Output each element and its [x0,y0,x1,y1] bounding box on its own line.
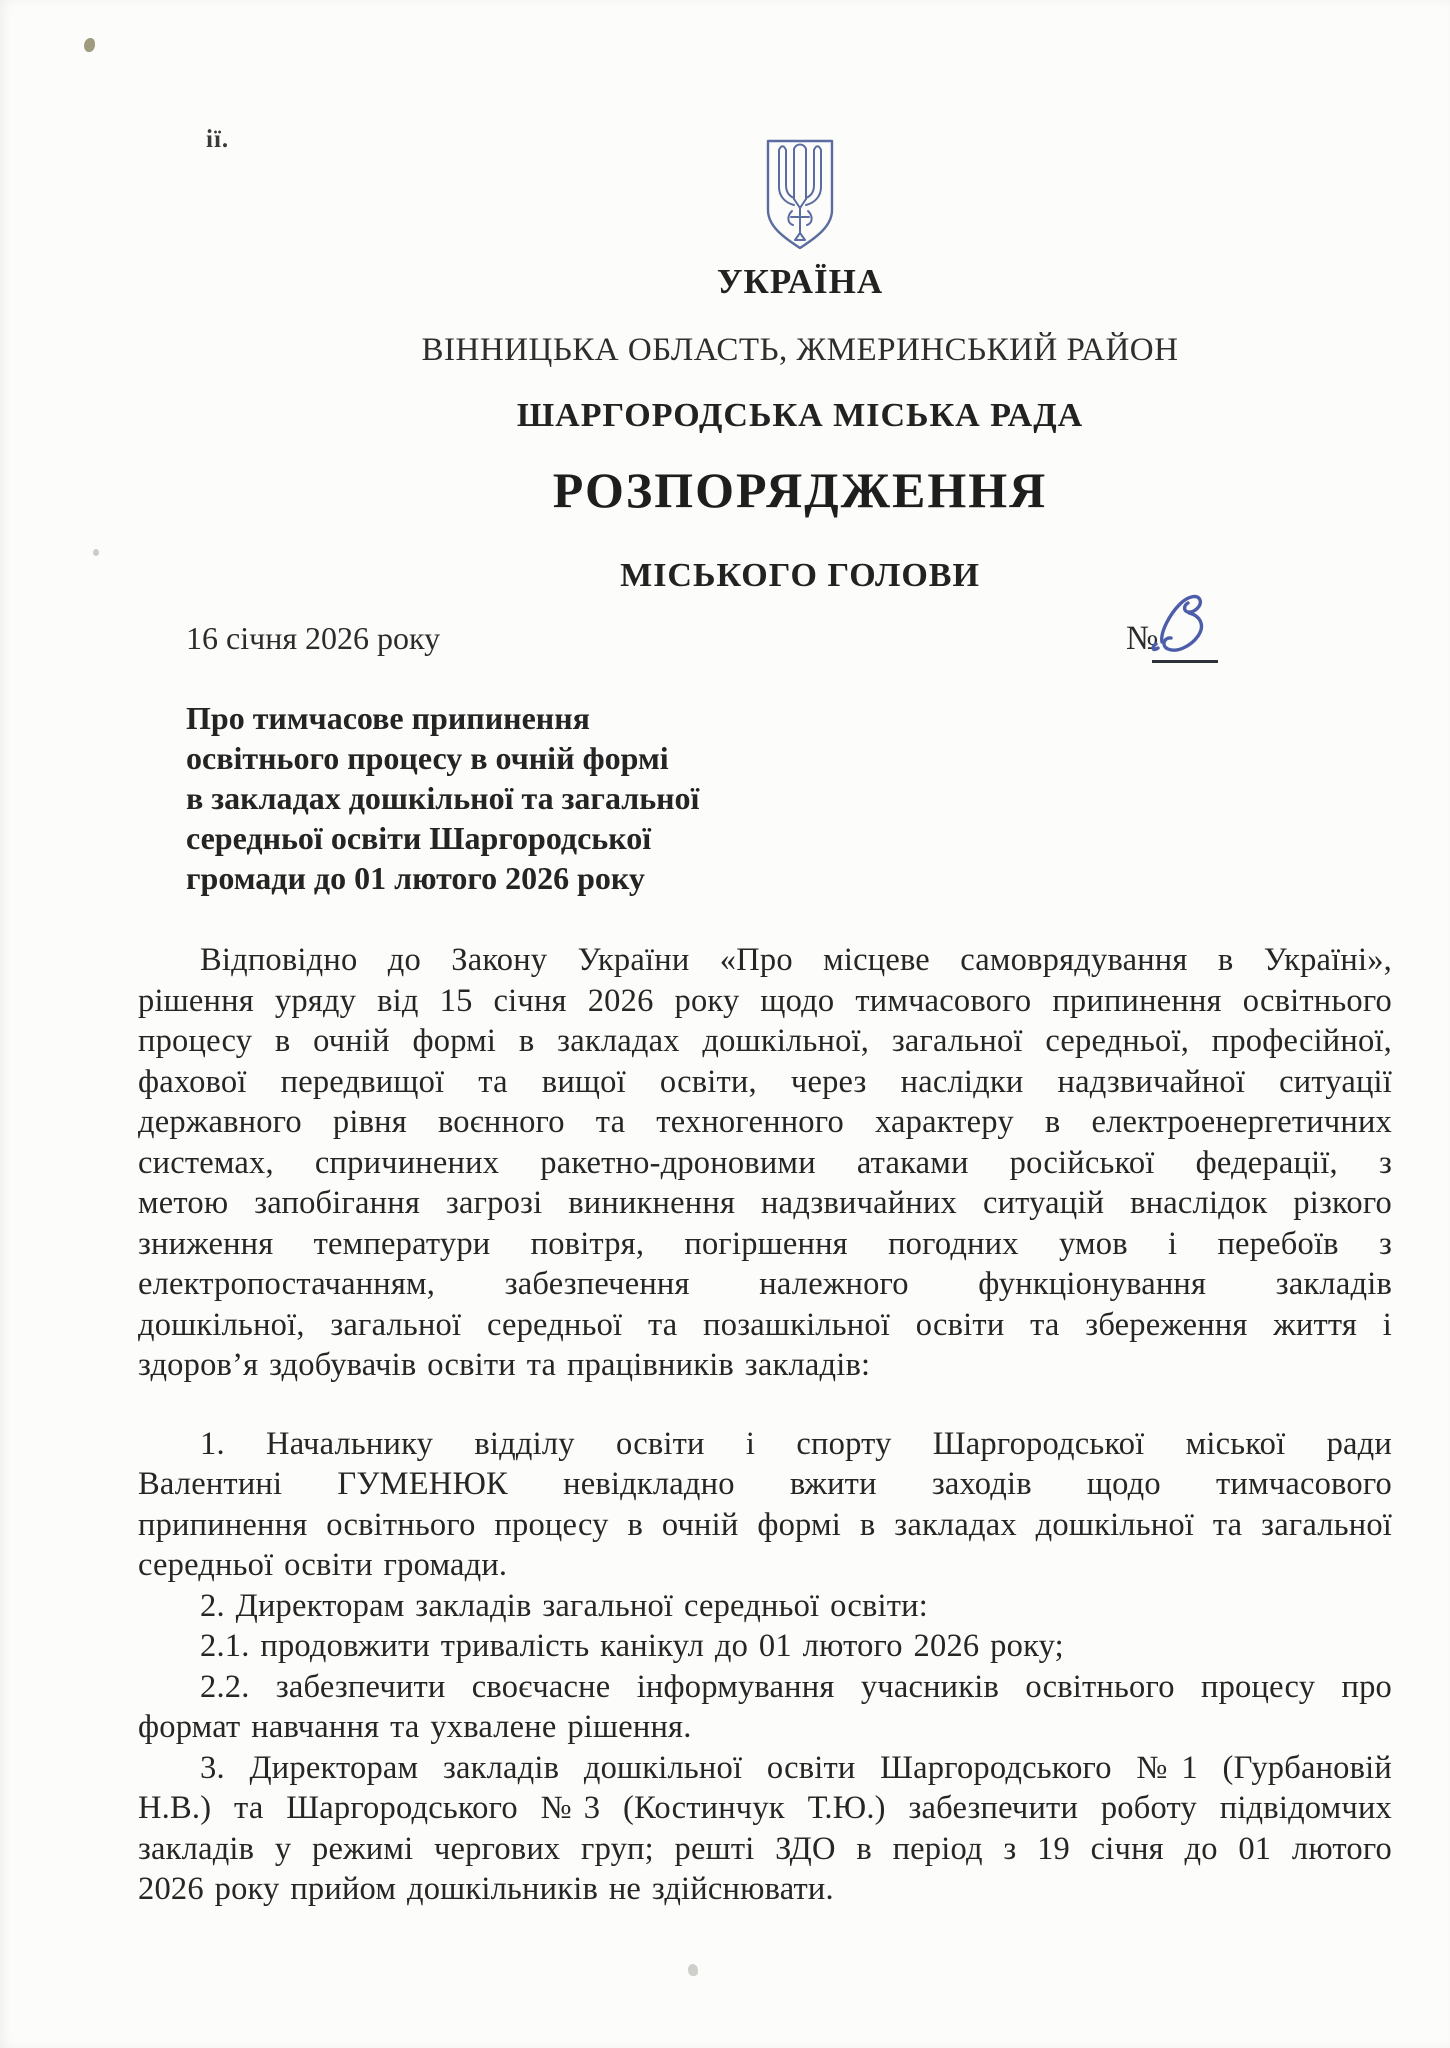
document-number-sign: № [1126,620,1159,657]
subject-line: Про тимчасове припинення [186,700,590,736]
scan-fleck-bottom [688,1964,698,1976]
body-line: 3. Директорам закладів дошкільної освіти Шаргородського №1 (Гурбановій [200,1749,1392,1786]
body-line: фахової передвищої та вищої освіти, через наслідки надзвичайної ситуації [138,1063,1392,1100]
body-line: припинення освітнього процесу в очній формі в закладах дошкільної та загальної [138,1506,1392,1543]
subject-line: в закладах дошкільної та загальної [186,780,700,816]
body-line: дошкільної, загальної середньої та позашкільної освіти та збереження життя і [138,1306,1392,1343]
corner-note: ії. [206,126,230,153]
document-number-handwritten [1148,590,1222,670]
body-line: метою запобігання загрозі виникнення надзвичайних ситуацій внаслідок різкого [138,1185,1392,1221]
subject-line: громади до 01 лютого 2026 року [186,860,645,896]
date-number-row [138,616,1392,686]
body-line: 2. Директорам закладів загальної середньої освіти: [200,1587,928,1624]
subject-line: середньої освіти Шаргородської [186,820,652,856]
document-header [150,136,1450,595]
document-date: 16 січня 2026 року [186,620,441,656]
document-type-title: РОЗПОРЯДЖЕННЯ [552,462,1048,518]
scan-fleck [93,549,99,556]
body-line: Н.В.) та Шаргородського №3 (Костинчук Т.Ю.) забезпечити роботу підвідомчих [138,1790,1392,1826]
body-text [138,940,1392,1910]
subject-block [186,698,826,898]
body-line: закладів у режимі чергових груп; решті ЗДО в період з 19 січня до 01 лютого [138,1830,1392,1867]
region-line: ВІННИЦЬКА ОБЛАСТЬ, ЖМЕРИНСЬКИЙ РАЙОН [421,332,1179,368]
body-line: електропостачанням, забезпечення належного функціонування закладів [138,1266,1392,1302]
body-line: державного рівня воєнного та техногенного характеру в електроенергетичних [138,1104,1392,1140]
council-name: ШАРГОРОДСЬКА МІСЬКА РАДА [516,397,1084,434]
body-line: формат навчання та ухвалене рішення. [138,1709,692,1745]
body-line: процесу в очній формі в закладах дошкільної, загальної середньої, професійної, [138,1023,1392,1059]
body-line: Відповідно до Закону України «Про місцеве самоврядування в Україні», [200,942,1392,978]
body-line: системах, спричинених ракетно-дроновими атаками російської федерації, з [138,1144,1392,1181]
country-name: УКРАЇНА [716,262,884,301]
body-line: здоров’я здобувачів освіти та працівників закладів: [138,1347,871,1383]
body-line: 1. Начальнику відділу освіти і спорту Шаргородської міської ради [200,1425,1392,1462]
issuer-line: МІСЬКОГО ГОЛОВИ [620,557,980,594]
body-line: рішення уряду від 15 січня 2026 року щодо тимчасового припинення освітнього [138,982,1392,1019]
body-line: Валентині ГУМЕНЮК невідкладно вжити заходів щодо тимчасового [138,1466,1392,1502]
body-line: 2.2. забезпечити своєчасне інформування учасників освітнього процесу про [200,1668,1392,1705]
body-line: середньої освіти громади. [138,1547,508,1583]
body-line: 2026 року прийом дошкільників не здійснювати. [138,1871,834,1907]
ukraine-trident-coat-of-arms-icon [758,136,842,254]
body-line: зниження температури повітря, погіршення погодних умов і перебоїв з [138,1225,1392,1262]
scan-speck [84,38,95,52]
subject-line: освітнього процесу в очній формі [186,740,669,776]
body-line: 2.1. продовжити тривалість канікул до 01 лютого 2026 року; [200,1628,1064,1664]
